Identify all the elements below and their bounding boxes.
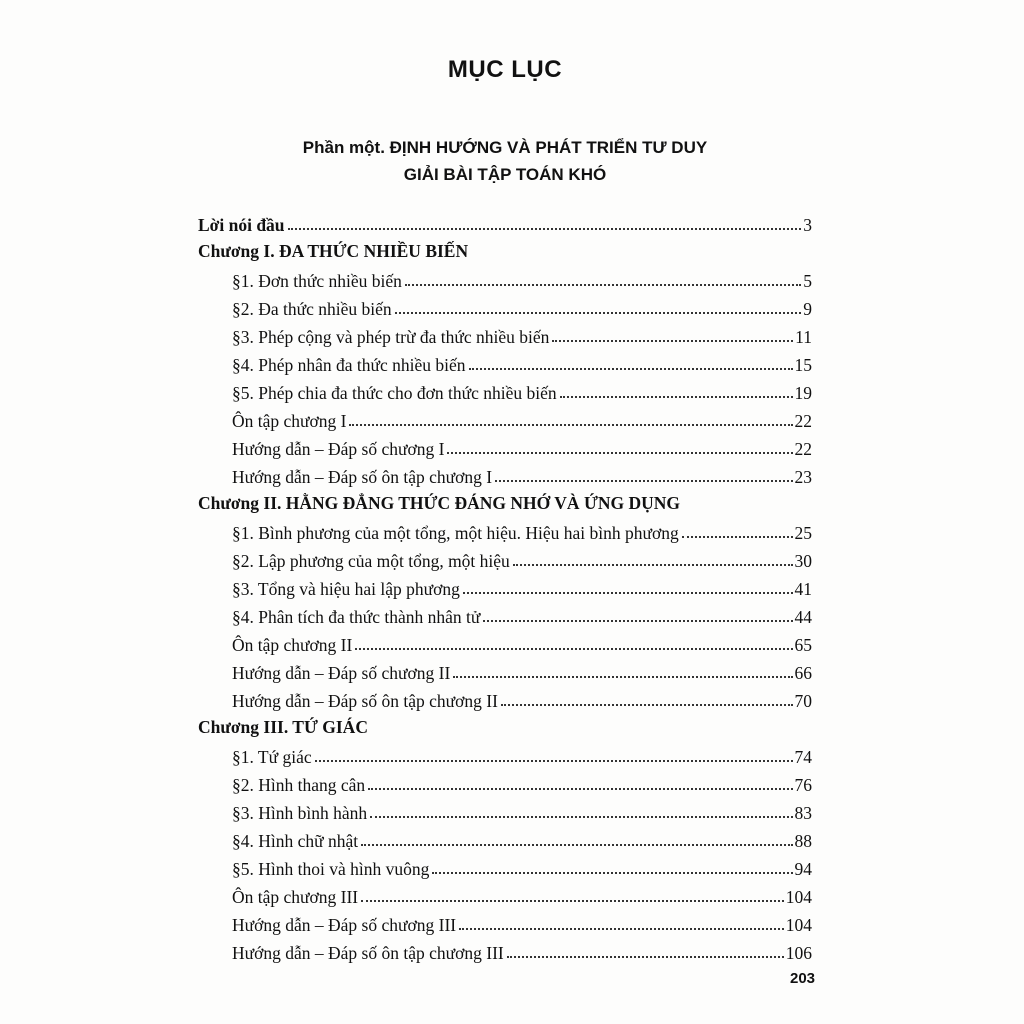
toc-entry-label: §4. Hình chữ nhật xyxy=(232,830,359,851)
toc-entry xyxy=(232,320,812,346)
dot-leader xyxy=(288,228,802,230)
dot-leader xyxy=(355,648,792,650)
toc-entry-label: Hướng dẫn – Đáp số ôn tập chương I xyxy=(232,466,493,487)
dot-leader xyxy=(560,396,793,398)
toc-entry-page: 25 xyxy=(794,522,812,543)
dot-leader xyxy=(349,424,792,426)
dot-leader xyxy=(453,676,792,678)
toc-entry-label: §3. Hình bình hành xyxy=(232,802,368,823)
toc-entry-label: §1. Tứ giác xyxy=(232,746,312,767)
toc-entry xyxy=(232,796,812,822)
toc-entry-page: 30 xyxy=(794,550,812,571)
toc-entry-page: 104 xyxy=(785,886,812,907)
dot-leader xyxy=(459,928,784,930)
toc-entry xyxy=(232,404,812,430)
toc-entry xyxy=(232,824,812,850)
page-number: 203 xyxy=(790,970,816,987)
toc-entry-page: 22 xyxy=(794,410,812,431)
dot-leader xyxy=(501,704,793,706)
toc-entry-label: §1. Bình phương của một tổng, một hiệu. Hiệu hai bình phương xyxy=(232,522,679,543)
toc-entry-label: Lời nói đầu xyxy=(198,214,285,235)
toc-entry-label: Hướng dẫn – Đáp số chương III xyxy=(232,914,457,935)
toc-entry-label: Ôn tập chương I xyxy=(232,410,347,431)
chapter-heading: Chương III. TỨ GIÁC xyxy=(198,717,368,737)
chapter-heading: Chương I. ĐA THỨC NHIỀU BIẾN xyxy=(198,241,469,261)
toc-entry xyxy=(232,600,812,626)
dot-leader xyxy=(405,284,801,286)
toc-entry-foreword xyxy=(198,208,812,234)
dot-leader xyxy=(463,592,793,594)
dot-leader xyxy=(495,480,792,482)
toc-entry xyxy=(232,348,812,374)
dot-leader xyxy=(361,844,792,846)
toc-entry xyxy=(232,572,812,598)
toc-entry-page: 19 xyxy=(794,382,812,403)
toc-entry-page: 88 xyxy=(794,830,812,851)
toc-entry xyxy=(232,292,812,318)
toc-entry-label: Hướng dẫn – Đáp số chương II xyxy=(232,662,451,683)
toc-entry xyxy=(232,880,812,906)
toc-entry-label: §4. Phép nhân đa thức nhiều biến xyxy=(232,354,466,375)
toc-entry xyxy=(232,264,812,290)
toc-entry-page: 44 xyxy=(794,606,812,627)
toc-entry xyxy=(232,544,812,570)
dot-leader xyxy=(483,620,792,622)
toc-entry-page: 9 xyxy=(803,298,812,319)
dot-leader xyxy=(432,872,792,874)
dot-leader xyxy=(315,760,793,762)
toc-entry-label: Hướng dẫn – Đáp số chương I xyxy=(232,438,445,459)
toc-entry-page: 104 xyxy=(785,914,812,935)
toc-entry-label: Ôn tập chương III xyxy=(232,886,359,907)
toc-entry-label: §3. Tổng và hiệu hai lập phương xyxy=(232,578,460,599)
dot-leader xyxy=(513,564,793,566)
toc-entry xyxy=(232,432,812,458)
dot-leader xyxy=(368,788,792,790)
part-heading-line-2: GIẢI BÀI TẬP TOÁN KHÓ xyxy=(403,165,607,184)
dot-leader xyxy=(370,816,792,818)
toc-entry-page: 70 xyxy=(794,690,812,711)
toc-entry-page: 3 xyxy=(803,214,812,235)
dot-leader xyxy=(552,340,793,342)
toc-entry-page: 23 xyxy=(794,466,812,487)
chapter-heading: Chương II. HẰNG ĐẲNG THỨC ĐÁNG NHỚ VÀ ỨNG DỤNG xyxy=(198,493,681,513)
toc-entry-label: Ôn tập chương II xyxy=(232,634,353,655)
toc-entry-label: §5. Phép chia đa thức cho đơn thức nhiều biến xyxy=(232,382,557,403)
part-heading-line-1: Phần một. ĐỊNH HƯỚNG VÀ PHÁT TRIỂN TƯ DUY xyxy=(302,138,708,157)
toc-entry xyxy=(232,376,812,402)
toc-entry-page: 76 xyxy=(794,774,812,795)
page-title: MỤC LỤC xyxy=(447,56,563,83)
dot-leader xyxy=(682,536,793,538)
toc-entry xyxy=(232,628,812,654)
dot-leader xyxy=(507,956,784,958)
dot-leader xyxy=(361,900,784,902)
toc-entry xyxy=(232,740,812,766)
toc-entry-page: 74 xyxy=(794,746,812,767)
toc-entry xyxy=(232,684,812,710)
toc-entry xyxy=(232,768,812,794)
dot-leader xyxy=(469,368,793,370)
toc-entry xyxy=(232,908,812,934)
dot-leader xyxy=(447,452,792,454)
toc-entry-label: §3. Phép cộng và phép trừ đa thức nhiều biến xyxy=(232,326,550,347)
dot-leader xyxy=(395,312,802,314)
toc-entry-label: §1. Đơn thức nhiều biến xyxy=(232,270,402,291)
toc-entry-label: Hướng dẫn – Đáp số ôn tập chương II xyxy=(232,690,498,711)
toc-entry-page: 83 xyxy=(794,802,812,823)
toc-entry-page: 11 xyxy=(795,326,812,347)
toc-entry-label: Hướng dẫn – Đáp số ôn tập chương III xyxy=(232,942,504,963)
toc-entry-page: 22 xyxy=(794,438,812,459)
toc-entry-label: §2. Đa thức nhiều biến xyxy=(232,298,392,319)
toc-entry xyxy=(232,656,812,682)
toc-entry xyxy=(232,936,812,962)
toc-entry-page: 15 xyxy=(794,354,812,375)
toc-entry xyxy=(232,516,812,542)
toc-entry xyxy=(232,852,812,878)
toc-entry-label: §4. Phân tích đa thức thành nhân tử xyxy=(232,606,481,627)
toc-entry-page: 94 xyxy=(794,858,812,879)
toc-entry-page: 5 xyxy=(803,270,812,291)
toc-entry-label: §2. Lập phương của một tổng, một hiệu xyxy=(232,550,510,571)
toc-entry-label: §2. Hình thang cân xyxy=(232,774,366,795)
toc-entry-page: 41 xyxy=(794,578,812,599)
toc-entry-label: §5. Hình thoi và hình vuông xyxy=(232,858,430,879)
toc-entry xyxy=(232,460,812,486)
toc-entry-page: 65 xyxy=(794,634,812,655)
toc-entry-page: 106 xyxy=(785,942,812,963)
toc-entry-page: 66 xyxy=(794,662,812,683)
